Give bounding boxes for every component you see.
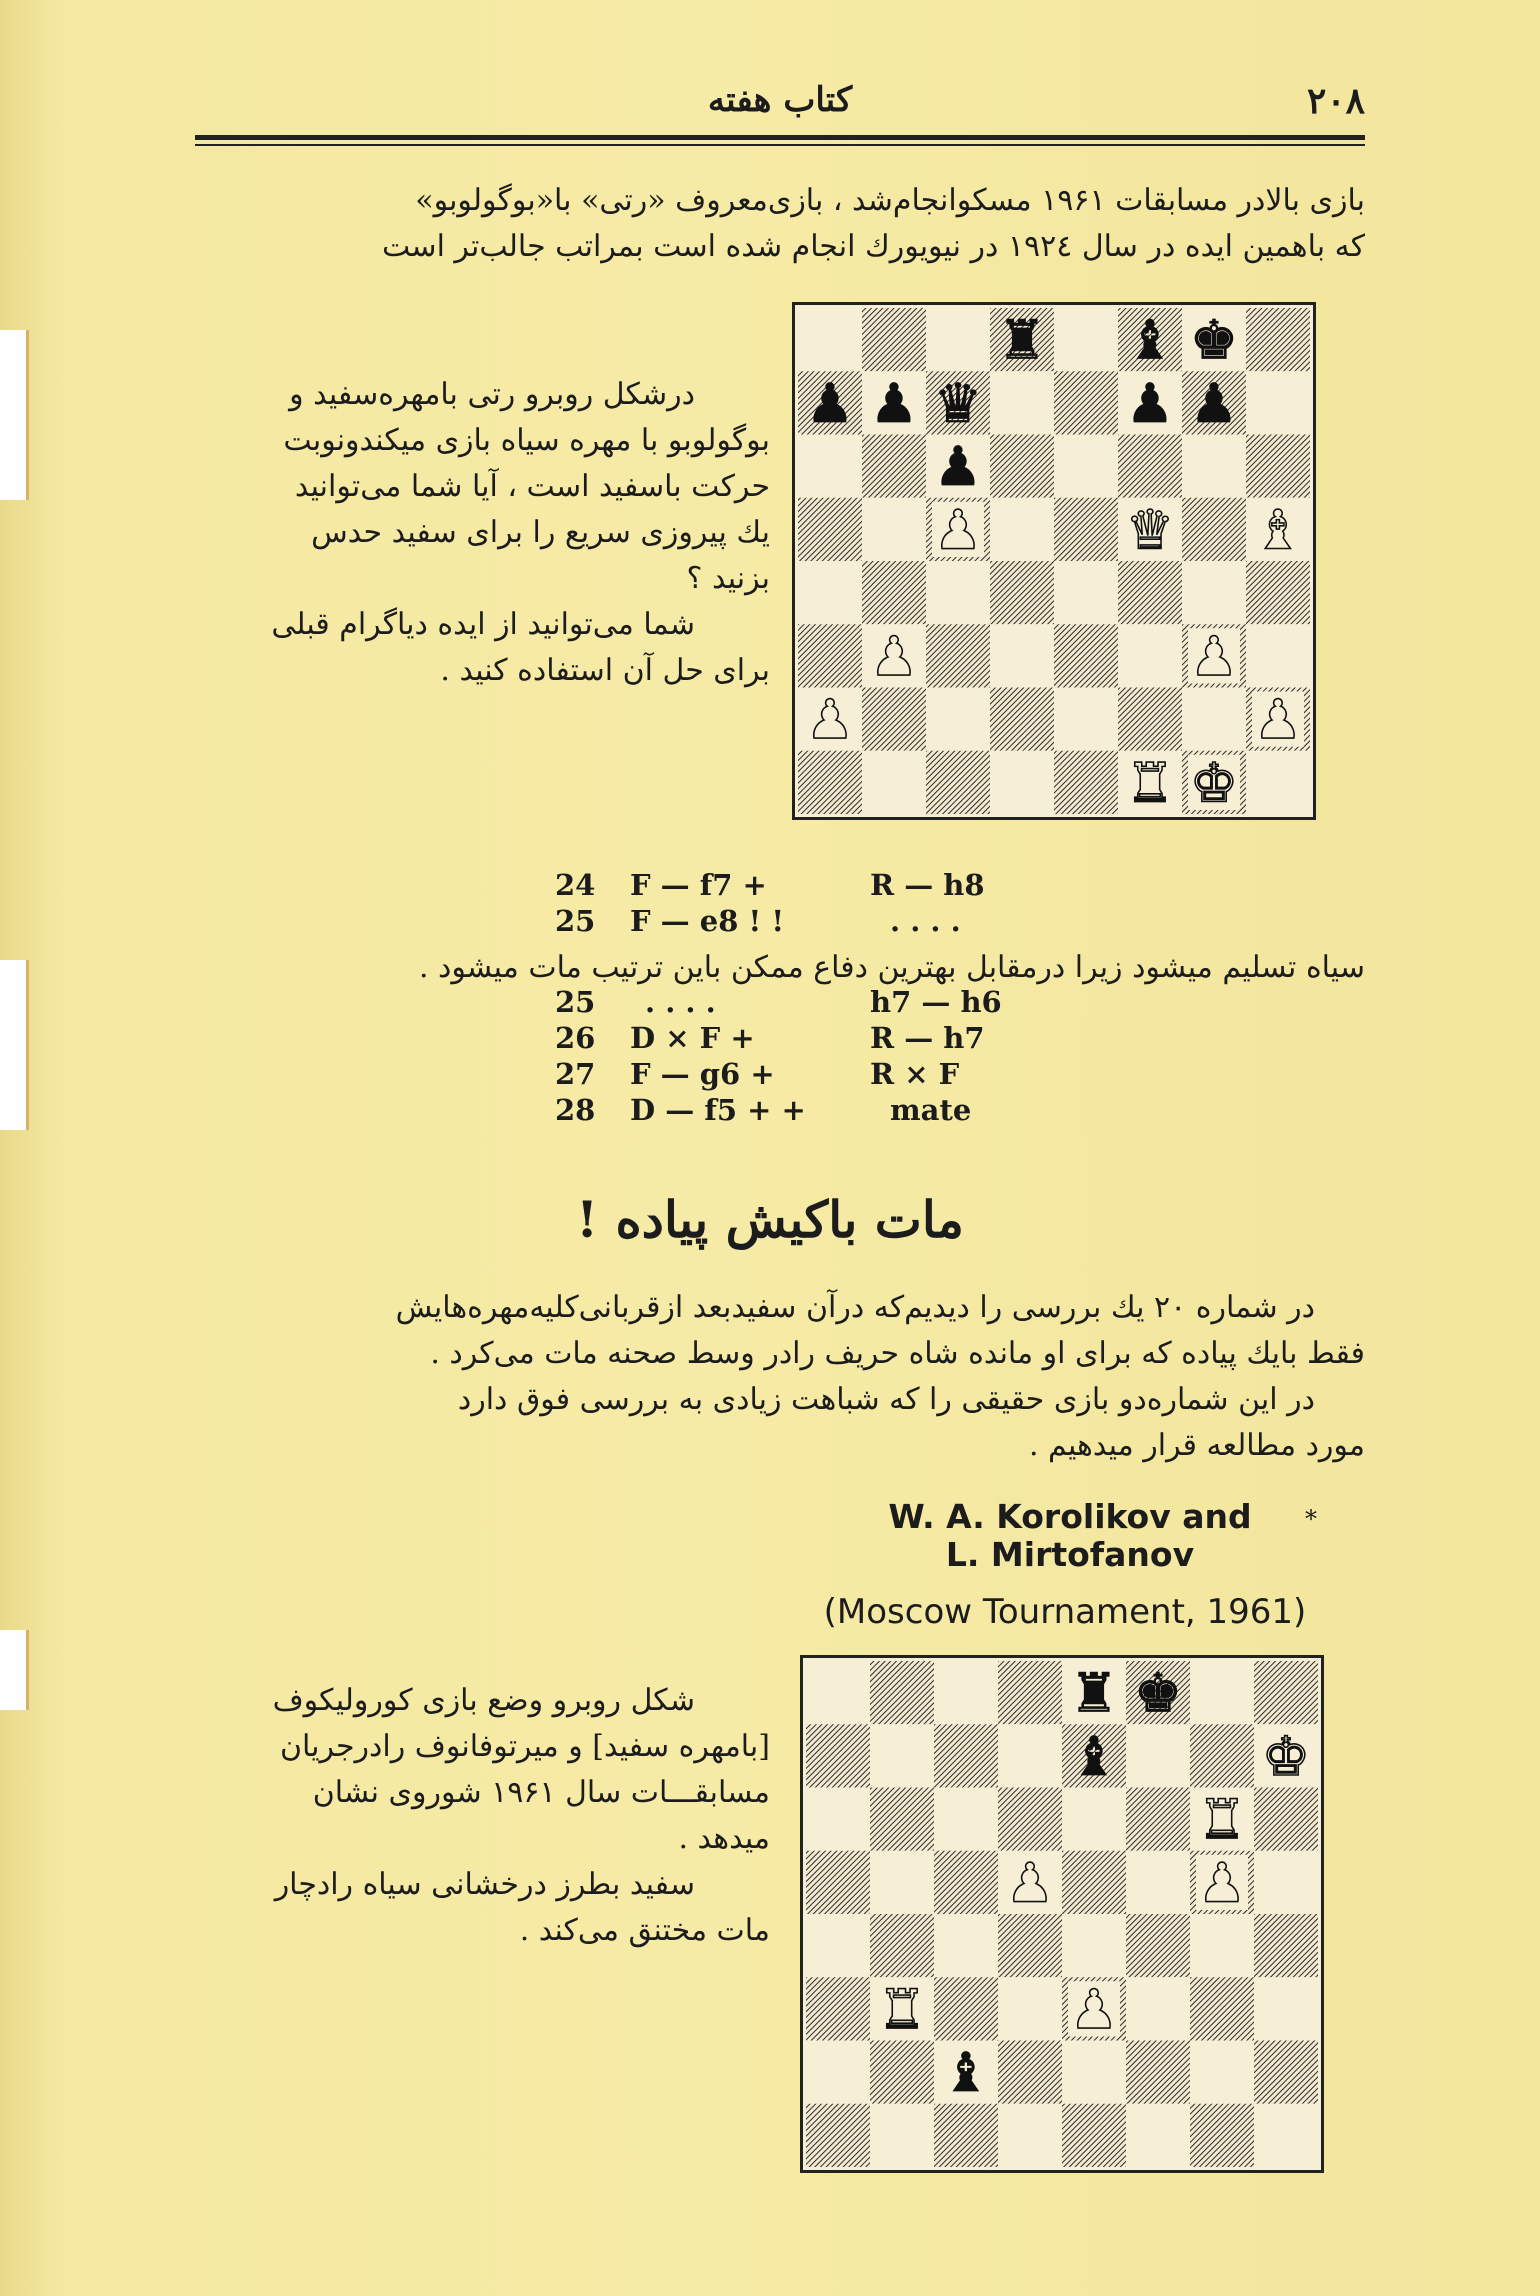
text-line: میدهد . — [678, 1821, 770, 1856]
light-square — [870, 1851, 934, 1914]
light-square — [1054, 561, 1118, 624]
white-king-icon: ♚ — [1189, 751, 1239, 815]
text-line: شما می‌توانید از ایده دیاگرام قبلی — [271, 607, 695, 642]
intro-paragraph — [195, 178, 1365, 270]
dark-square — [1126, 1914, 1190, 1977]
black-pawn-icon: ♟ — [869, 371, 919, 435]
text-line: مسابقـــات سال ۱۹۶۱ شوروی نشان — [312, 1775, 770, 1810]
light-square — [1254, 2104, 1318, 2167]
black-move: mate — [890, 1093, 972, 1127]
dark-square — [1190, 1724, 1254, 1787]
white-move: F — e8 ! ! — [630, 904, 785, 938]
black-rook-icon: ♜ — [997, 308, 1047, 372]
dark-square — [1118, 561, 1182, 624]
light-square — [1054, 688, 1118, 751]
dark-square — [870, 1914, 934, 1977]
light-square — [926, 561, 990, 624]
dark-square — [998, 2041, 1062, 2104]
text-line: فقط بایك پیاده که برای او مانده شاه حریف رادر وسط صحنه مات می‌کرد . — [430, 1336, 1365, 1371]
dark-square — [862, 308, 926, 371]
light-square — [926, 308, 990, 371]
puzzle1-text — [180, 372, 770, 694]
text-line: مورد مطالعه قرار میدهیم . — [1028, 1428, 1365, 1463]
dark-square — [934, 2104, 998, 2167]
light-square — [870, 1724, 934, 1787]
light-square — [1126, 2104, 1190, 2167]
light-square — [1126, 1977, 1190, 2040]
dark-square — [934, 1851, 998, 1914]
text-line: سفید بطرز درخشانی سیاه رادچار — [274, 1867, 695, 1902]
chess-diagram-1 — [792, 302, 1316, 820]
dark-square — [806, 1851, 870, 1914]
white-rook-icon: ♜ — [877, 1977, 927, 2041]
light-square — [798, 561, 862, 624]
black-move: R × F — [870, 1057, 960, 1091]
page-number: ۲۰۸ — [1306, 80, 1365, 122]
dark-square — [862, 688, 926, 751]
dark-square — [1062, 2104, 1126, 2167]
text-line: در شماره ۲۰ یك بررسی را دیدیم‌که درآن سفیدبعد ازقربانی‌کلیه‌مهره‌هایش — [395, 1290, 1315, 1325]
white-pawn-icon: ♟ — [1253, 688, 1303, 752]
dark-square — [934, 1724, 998, 1787]
white-move: F — f7 + — [630, 868, 767, 902]
torn-edge — [0, 960, 29, 1130]
dark-square — [1054, 371, 1118, 434]
light-square — [806, 2041, 870, 2104]
dark-square — [1254, 1788, 1318, 1851]
light-square — [934, 1788, 998, 1851]
move-number: 28 — [555, 1093, 596, 1127]
dark-square — [798, 498, 862, 561]
black-king-icon: ♚ — [1189, 308, 1239, 372]
dark-square — [1254, 2041, 1318, 2104]
dark-square — [798, 751, 862, 814]
running-title: کتاب هفته — [707, 80, 853, 120]
light-square — [1246, 751, 1310, 814]
chess-diagram-2 — [800, 1655, 1324, 2173]
white-pawn-icon: ♟ — [1197, 1851, 1247, 1915]
light-square — [1254, 1851, 1318, 1914]
light-square — [862, 751, 926, 814]
dark-square — [1054, 751, 1118, 814]
text-line: برای حل آن استفاده کنید . — [440, 653, 770, 688]
black-pawn-icon: ♟ — [933, 435, 983, 499]
dark-square — [1246, 435, 1310, 498]
dark-square — [870, 2041, 934, 2104]
light-square — [1126, 1724, 1190, 1787]
light-square — [1254, 1977, 1318, 2040]
dark-square — [1126, 2041, 1190, 2104]
white-rook-icon: ♜ — [1125, 751, 1175, 815]
light-square — [926, 688, 990, 751]
light-square — [998, 1724, 1062, 1787]
move-number: 25 — [555, 985, 596, 1019]
dark-square — [806, 1724, 870, 1787]
dark-square — [798, 624, 862, 687]
players-line: W. A. Korolikov and — [888, 1497, 1252, 1536]
light-square — [798, 308, 862, 371]
white-pawn-icon: ♟ — [1005, 1851, 1055, 1915]
dark-square — [806, 2104, 870, 2167]
white-pawn-icon: ♟ — [869, 624, 919, 688]
dark-square — [1254, 1661, 1318, 1724]
light-square — [1118, 624, 1182, 687]
header-rule-thin — [195, 144, 1365, 146]
black-bishop-icon: ♝ — [1125, 308, 1175, 372]
torn-edge — [0, 1630, 29, 1710]
black-pawn-icon: ♟ — [1125, 371, 1175, 435]
text-line: بوگولوبو با مهره سیاه بازی میکندونوبت — [283, 423, 770, 458]
torn-edge — [0, 330, 29, 500]
dark-square — [1190, 2104, 1254, 2167]
light-square — [990, 624, 1054, 687]
black-pawn-icon: ♟ — [1189, 371, 1239, 435]
white-move: D — f5 + + — [630, 1093, 806, 1127]
dark-square — [1190, 1977, 1254, 2040]
dark-square — [926, 624, 990, 687]
text-line: حرکت باسفید است ، آیا شما می‌توانید — [294, 469, 770, 504]
light-square — [1246, 624, 1310, 687]
black-move: R — h8 — [870, 868, 985, 902]
white-pawn-icon: ♟ — [933, 498, 983, 562]
light-square — [1190, 1914, 1254, 1977]
dark-square — [1054, 498, 1118, 561]
dark-square — [1182, 498, 1246, 561]
move-number: 24 — [555, 868, 596, 902]
move-number: 25 — [555, 904, 596, 938]
header-rule — [195, 135, 1365, 140]
dark-square — [1118, 688, 1182, 751]
black-bishop-icon: ♝ — [941, 2041, 991, 2105]
dark-square — [1254, 1914, 1318, 1977]
light-square — [806, 1788, 870, 1851]
black-king-icon: ♚ — [1133, 1661, 1183, 1725]
black-queen-icon: ♛ — [933, 371, 983, 435]
light-square — [1182, 435, 1246, 498]
light-square — [990, 498, 1054, 561]
dark-square — [1126, 1788, 1190, 1851]
light-square — [934, 1661, 998, 1724]
text-line: شکل روبرو وضع بازی کورولیکوف — [272, 1683, 695, 1718]
light-square — [806, 1661, 870, 1724]
black-move: R — h7 — [870, 1021, 985, 1055]
text-line: بزنید ؟ — [686, 561, 770, 596]
light-square — [1062, 2041, 1126, 2104]
text-line: مات مختنق می‌کند . — [519, 1913, 770, 1948]
page-header — [195, 80, 1365, 120]
dark-square — [1054, 624, 1118, 687]
dark-square — [998, 1788, 1062, 1851]
black-bishop-icon: ♝ — [1069, 1724, 1119, 1788]
white-move: . . . . — [645, 985, 716, 1019]
dark-square — [862, 561, 926, 624]
white-move: F — g6 + — [630, 1057, 775, 1091]
dark-square — [998, 1661, 1062, 1724]
text-line: بازی بالادر مسابقات ۱۹۶۱ مسکوانجام‌شد ، بازی‌معروف «رتی» با«بوگولوبو» — [415, 183, 1365, 218]
dark-square — [998, 1914, 1062, 1977]
dark-square — [1246, 561, 1310, 624]
dark-square — [1246, 308, 1310, 371]
dark-square — [870, 1661, 934, 1724]
light-square — [934, 1914, 998, 1977]
text-line: درشکل روبرو رتی بامهره‌سفید و — [289, 377, 695, 412]
light-square — [998, 1977, 1062, 2040]
dark-square — [806, 1977, 870, 2040]
light-square — [1054, 435, 1118, 498]
white-pawn-icon: ♟ — [1189, 624, 1239, 688]
light-square — [1190, 1661, 1254, 1724]
light-square — [1182, 688, 1246, 751]
section-title: مات باکیش پیاده ! — [576, 1190, 964, 1249]
dark-square — [990, 561, 1054, 624]
white-pawn-icon: ♟ — [805, 688, 855, 752]
text-line: یك پیروزی سریع را برای سفید حدس — [311, 515, 770, 550]
light-square — [1182, 561, 1246, 624]
text-line: در این شماره‌دو بازی حقیقی را که شباهت زیادی به بررسی فوق دارد — [457, 1382, 1315, 1417]
light-square — [1062, 1914, 1126, 1977]
white-rook-icon: ♜ — [1197, 1788, 1247, 1852]
dark-square — [990, 435, 1054, 498]
dark-square — [870, 1788, 934, 1851]
dark-square — [1062, 1851, 1126, 1914]
move-number: 27 — [555, 1057, 596, 1091]
dark-square — [990, 688, 1054, 751]
light-square — [990, 751, 1054, 814]
light-square — [1246, 371, 1310, 434]
light-square — [870, 2104, 934, 2167]
dark-square — [862, 435, 926, 498]
white-king-icon: ♚ — [1261, 1724, 1311, 1788]
game2-text — [180, 1678, 770, 1954]
players-heading — [790, 1498, 1350, 1574]
black-rook-icon: ♜ — [1069, 1661, 1119, 1725]
move-number: 26 — [555, 1021, 596, 1055]
light-square — [1054, 308, 1118, 371]
light-square — [1062, 1788, 1126, 1851]
resign-note: سیاه تسلیم میشود زیرا درمقابل بهترین دفاع ممکن باین ترتیب مات میشود . — [418, 950, 1365, 985]
black-move: h7 — h6 — [870, 985, 1002, 1019]
light-square — [990, 371, 1054, 434]
dark-square — [926, 751, 990, 814]
light-square — [1126, 1851, 1190, 1914]
players-line: L. Mirtofanov — [945, 1535, 1195, 1574]
white-pawn-icon: ♟ — [1069, 1977, 1119, 2041]
black-pawn-icon: ♟ — [805, 371, 855, 435]
white-bishop-icon: ♝ — [1253, 498, 1303, 562]
light-square — [798, 435, 862, 498]
section-text — [180, 1285, 1365, 1469]
light-square — [862, 498, 926, 561]
dark-square — [1118, 435, 1182, 498]
black-move: . . . . — [890, 904, 961, 938]
white-move: D × F + — [630, 1021, 755, 1055]
dark-square — [934, 1977, 998, 2040]
white-queen-icon: ♛ — [1125, 498, 1175, 562]
light-square — [806, 1914, 870, 1977]
tournament-caption: (Moscow Tournament, 1961) — [823, 1592, 1307, 1632]
light-square — [1190, 2041, 1254, 2104]
footnote-star: * — [1305, 1505, 1317, 1533]
light-square — [998, 2104, 1062, 2167]
text-line: [بامهره سفید] و میرتوفانوف رادرجریان — [279, 1729, 770, 1764]
text-line: که باهمین ایده در سال ۱۹۲٤ در نیویورك انجام شده است بمراتب جالب‌تر است — [381, 229, 1365, 264]
